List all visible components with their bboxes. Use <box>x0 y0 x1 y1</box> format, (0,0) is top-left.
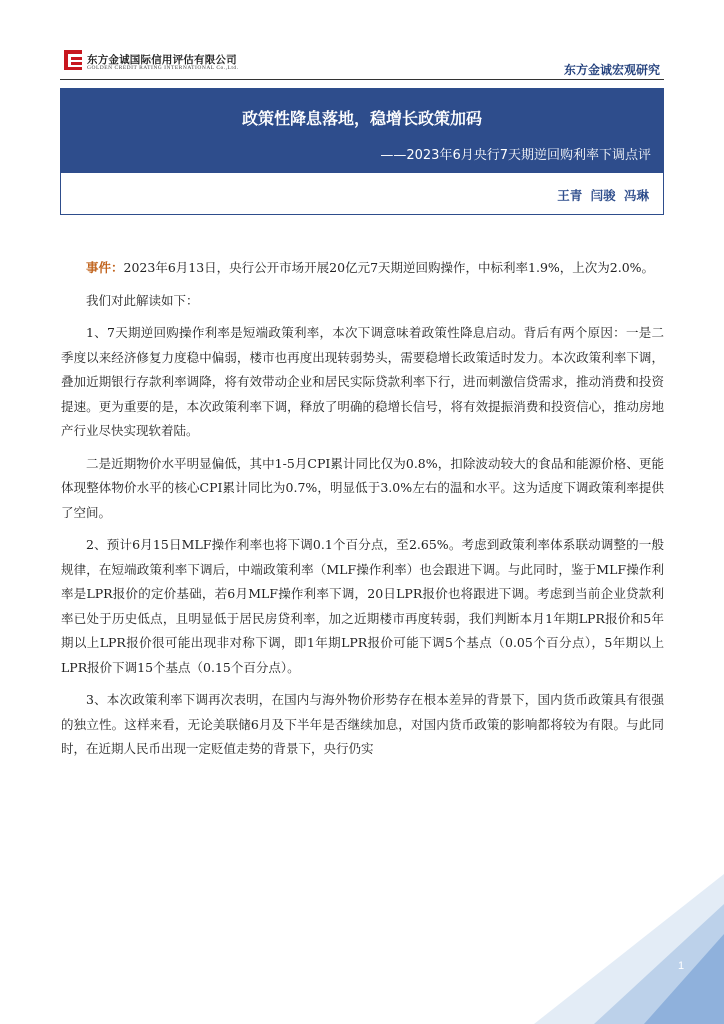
authors: 王青 闫骏 冯琳 <box>557 188 649 203</box>
series-label: 东方金诚宏观研究 <box>563 63 660 77</box>
header-divider <box>60 79 664 80</box>
point-2-paragraph: 2、预计6月15日MLF操作利率也将下调0.1个百分点，至2.65%。考虑到政策利率体系联动调整的一般规律，在短端政策利率下调后，中端政策利率（MLF操作利率）也会跟进下调。与此同时，鉴于MLF操作利率是LPR报价的定价基础，若6月MLF操作利率下调，20日LPR报价也将跟进下调。考虑到当前企业贷款利率已处于历史低点，且明显低于居民房贷利率，加之近期楼市再度转弱，我们判断本月1年期LPR报价和5年期以上LPR报价很可能出现非对称下调，即1年期LPR报价可能下调5个基点（0.05个百分点），5年期以上LPR报价下调15个基点（0.15个百分点）。 <box>61 537 664 675</box>
company-logo-icon <box>64 50 82 70</box>
intro-paragraph: 我们对此解读如下： <box>86 292 199 308</box>
event-paragraph <box>61 256 664 281</box>
point-1-reason-2-paragraph: 二是近期物价水平明显偏低，其中1-5月CPI累计同比仅为0.8%，扣除波动较大的食品和能源价格、更能体现整体物价水平的核心CPI累计同比为0.7%，明显低于3.0%左右的温和水平。这为适度下调政策利率提供了空间。 <box>61 455 664 520</box>
company-name-cn: 东方金诚国际信用评估有限公司 <box>87 54 237 66</box>
report-title: 政策性降息落地，稳增长政策加码 <box>241 109 482 128</box>
event-text: 2023年6月13日，央行公开市场开展20亿元7天期逆回购操作，中标利率1.9%，上次为2.0%。 <box>123 260 655 275</box>
company-name-en: GOLDEN CREDIT RATING INTERNATIONAL Co.,Ltd. <box>87 65 239 71</box>
point-1-paragraph: 1、7天期逆回购操作利率是短端政策利率，本次下调意味着政策性降息启动。背后有两个原因：一是二季度以来经济修复力度稳中偏弱，楼市也再度出现转弱势头，需要稳增长政策适时发力。本次政策利率下调，叠加近期银行存款利率调降，将有效带动企业和居民实际贷款利率下行，进而刺激信贷需求，推动消费和投资提速。更为重要的是，本次政策利率下调，释放了明确的稳增长信号，将有效提振消费和投资信心，推动房地产行业尽快实现软着陆。 <box>61 325 664 438</box>
title-box <box>60 88 664 215</box>
event-label: 事件： <box>86 260 124 275</box>
page-header <box>0 0 724 82</box>
point-3-paragraph: 3、本次政策利率下调再次表明，在国内与海外物价形势存在根本差异的背景下，国内货币政策具有很强的独立性。这样来看，无论美联储6月及下半年是否继续加息，对国内货币政策的影响都将较为有限。与此同时，在近期人民币出现一定贬值走势的背景下，央行仍实 <box>61 692 664 756</box>
title-band <box>61 89 663 173</box>
page-number: 1 <box>678 960 685 972</box>
report-body <box>61 256 664 762</box>
corner-decoration <box>534 874 724 1024</box>
report-subtitle: ——2023年6月央行7天期逆回购利率下调点评 <box>380 148 651 163</box>
